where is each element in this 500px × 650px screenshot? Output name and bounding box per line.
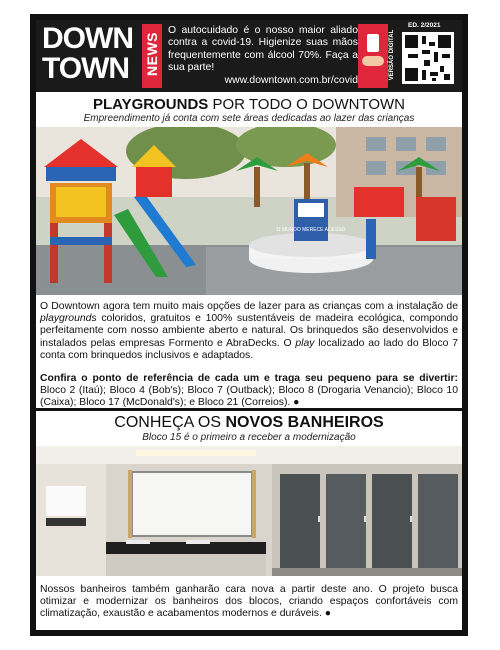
banheiros-subtitle: Bloco 15 é o primeiro a receber a modernização xyxy=(142,432,356,443)
news-badge xyxy=(142,24,162,88)
playgrounds-title-rest: POR TODO O DOWNTOWN xyxy=(208,96,405,113)
covid-message-text: O autocuidado é o nosso maior aliado contra a covid-19. Higienize suas mãos frequentemente com álcool 70%. Faça a sua parte! xyxy=(168,25,358,74)
playgrounds-subtitle: Empreendimento já conta com sete áreas dedicadas ao lazer das crianças xyxy=(83,113,415,124)
newsletter-page xyxy=(30,14,468,636)
banheiros-title xyxy=(36,414,462,432)
para2-text: Bloco 2 (Itaú); Bloco 4 (Bob's); Bloco 7 (Outback); Bloco 8 (Drogaria Venancio); Bloco 10 (Caixa); Bloco 17 (McDonald's); e Bloco 21 (Correios). ● xyxy=(40,385,458,409)
covid-message xyxy=(168,25,358,87)
para1-text-b: coloridos, gratuitos e 100% sustentáveis de madeira ecológica, compondo perfeitamente com nosso ambiente aberto e natural. Os brinquedos são desenvolvidos e instalados pelas empresas Formento e AbraDecks. O xyxy=(40,313,458,349)
para1-text-a: O Downtown agora tem muito mais opções de lazer para as crianças com a instalação de xyxy=(40,301,458,312)
version-text: VERSÃO DIGITAL xyxy=(389,29,395,81)
playgrounds-paragraph2 xyxy=(40,373,458,410)
para2-bold: Confira o ponto de referência de cada um e traga seu pequeno para se divertir: xyxy=(40,373,458,384)
covid-url: www.downtown.com.br/covid xyxy=(224,74,358,86)
version-label xyxy=(386,28,398,88)
sanitizer-hand-icon xyxy=(358,24,388,88)
section-divider xyxy=(36,408,462,411)
para1-text-c: localizado ao lado do Bloco 7 conta com brinquedos inclusivos e adaptados. xyxy=(40,337,459,361)
brand-logo xyxy=(42,24,144,84)
qr-code-icon[interactable] xyxy=(402,32,454,84)
banheiros-paragraph: Nossos banheiros também ganharão cara nova a partir deste ano. O projeto busca otimizar e modernizar os banheiros dos blocos, criando espaços confortáveis com climatização, exaustão e acabamentos modernos e duráveis. ● xyxy=(40,584,458,620)
playground-photo xyxy=(36,127,462,295)
news-label: NEWS xyxy=(144,32,160,76)
para1-italic-b: play xyxy=(295,337,315,349)
svg-text:O MUNDO MERECE ACESSO: O MUNDO MERECE ACESSO xyxy=(276,227,346,233)
para1-italic-a: playgrounds xyxy=(40,313,97,325)
banheiros-title-rest: CONHEÇA OS xyxy=(114,414,226,431)
playgrounds-paragraph1 xyxy=(40,301,458,362)
playgrounds-title-bold: PLAYGROUNDS xyxy=(93,96,209,113)
banheiros-title-bold: NOVOS BANHEIROS xyxy=(225,414,384,431)
brand-line2: TOWN xyxy=(42,52,130,85)
playgrounds-title xyxy=(36,96,462,113)
edition-label: ED. 2/2021 xyxy=(408,22,441,29)
brand-line1: DOWN xyxy=(42,22,133,55)
bathroom-photo xyxy=(36,446,462,576)
header-bar xyxy=(36,20,462,92)
